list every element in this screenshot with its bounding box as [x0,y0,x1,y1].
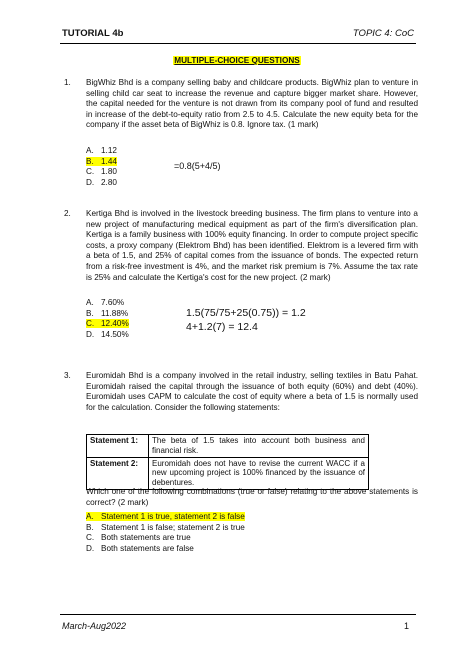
option-2d: D. 14.50% [86,329,129,339]
footer-date: March-Aug2022 [62,621,127,631]
statement-2-text: Euromidah does not have to revise the current WACC if a new upcoming project is 100% financed by the issuance of debentures. [149,457,369,489]
page-title [0,56,474,65]
statement-1-label: Statement 1: [87,435,149,458]
question-2-working [186,307,306,334]
option-2b: B. 11.88% [86,308,129,318]
option-1c: C. 1.80 [86,167,117,177]
question-2-number: 2. [64,209,71,218]
question-3-options [86,512,245,554]
footer-divider [60,614,416,615]
option-3b: B. Statement 1 is false; statement 2 is true [86,522,245,532]
question-1-number: 1. [64,78,71,87]
header-divider [60,43,416,44]
header-topic: TOPIC 4: CoC [352,28,414,39]
option-2c: C. 12.40% [86,319,129,329]
question-2-options [86,298,129,340]
option-3c: C. Both statements are true [86,533,191,543]
option-3d: D. Both statements are false [86,543,194,553]
statement-row-2 [87,457,369,489]
option-3a: A. Statement 1 is true, statement 2 is false [86,512,245,521]
statement-row-1 [87,435,369,458]
working-line-1: 1.5(75/75+25(0.75)) = 1.2 [186,307,306,319]
working-line-2: 4+1.2(7) = 12.4 [186,320,258,333]
question-3-text: Euromidah Bhd is a company involved in the retail industry, selling textiles in Batu Pahat. Euromidah raised the capital through the issuance of both equity (60%) and debt (40%). Euromidah uses CAPM to calculate the cost of equity where a beta of 1.5 is normally used for the calculation. Consider the following statements: [86,371,418,412]
question-3-number: 3. [64,371,71,380]
statement-1-text: The beta of 1.5 takes into account both business and financial risk. [149,435,369,458]
question-3-prompt: Which one of the following combinations (true or false) relating to the above statements is correct? (2 mark) [86,487,418,507]
header-title: TUTORIAL 4b [62,28,124,39]
page-title-text: MULTIPLE-CHOICE QUESTIONS [174,56,300,65]
page-number: 1 [404,621,410,631]
question-1-text: BigWhiz Bhd is a company selling baby and childcare products. BigWhiz plan to venture in selling child car seat to increase the revenue and capture bigger market share. However, the capital needed for the venture is not drawn from its company pool of fund and resulted in increase of the debt-to-equity ratio from 2.5 to 4.5. Calculate the new equity beta for the company if the asset beta of BigWhiz is 0.8. Ignore tax. (1 mark) [86,78,418,130]
statements-table [86,434,369,490]
option-1d: D. 2.80 [86,177,117,187]
option-1b: B. 1.44 [86,156,117,166]
question-1-working: =0.8(5+4/5) [174,161,221,171]
option-2a: A. 7.60% [86,298,125,307]
statement-2-label: Statement 2: [87,457,149,489]
question-2-text: Kertiga Bhd is involved in the livestock breeding business. The firm plans to venture into a new project of manufacturing medical equipment as part of the firm's diversification plan. Kertiga is a family business with 100% equity financing. In order to compute project specific costs, a proxy company (Elektrom Bhd) has been identified. Elektrom is a levered firm with a beta of 1.5, and 25% of capital comes from the issuance of bonds. The expected return from a risk-free investment is 4%, and the market risk premium is 7%. Assume the tax rate is 25% and calculate the Kertiga's cost for the new project. (2 mark) [86,209,418,282]
option-1a: A. 1.12 [86,146,117,155]
question-1-options [86,146,117,188]
